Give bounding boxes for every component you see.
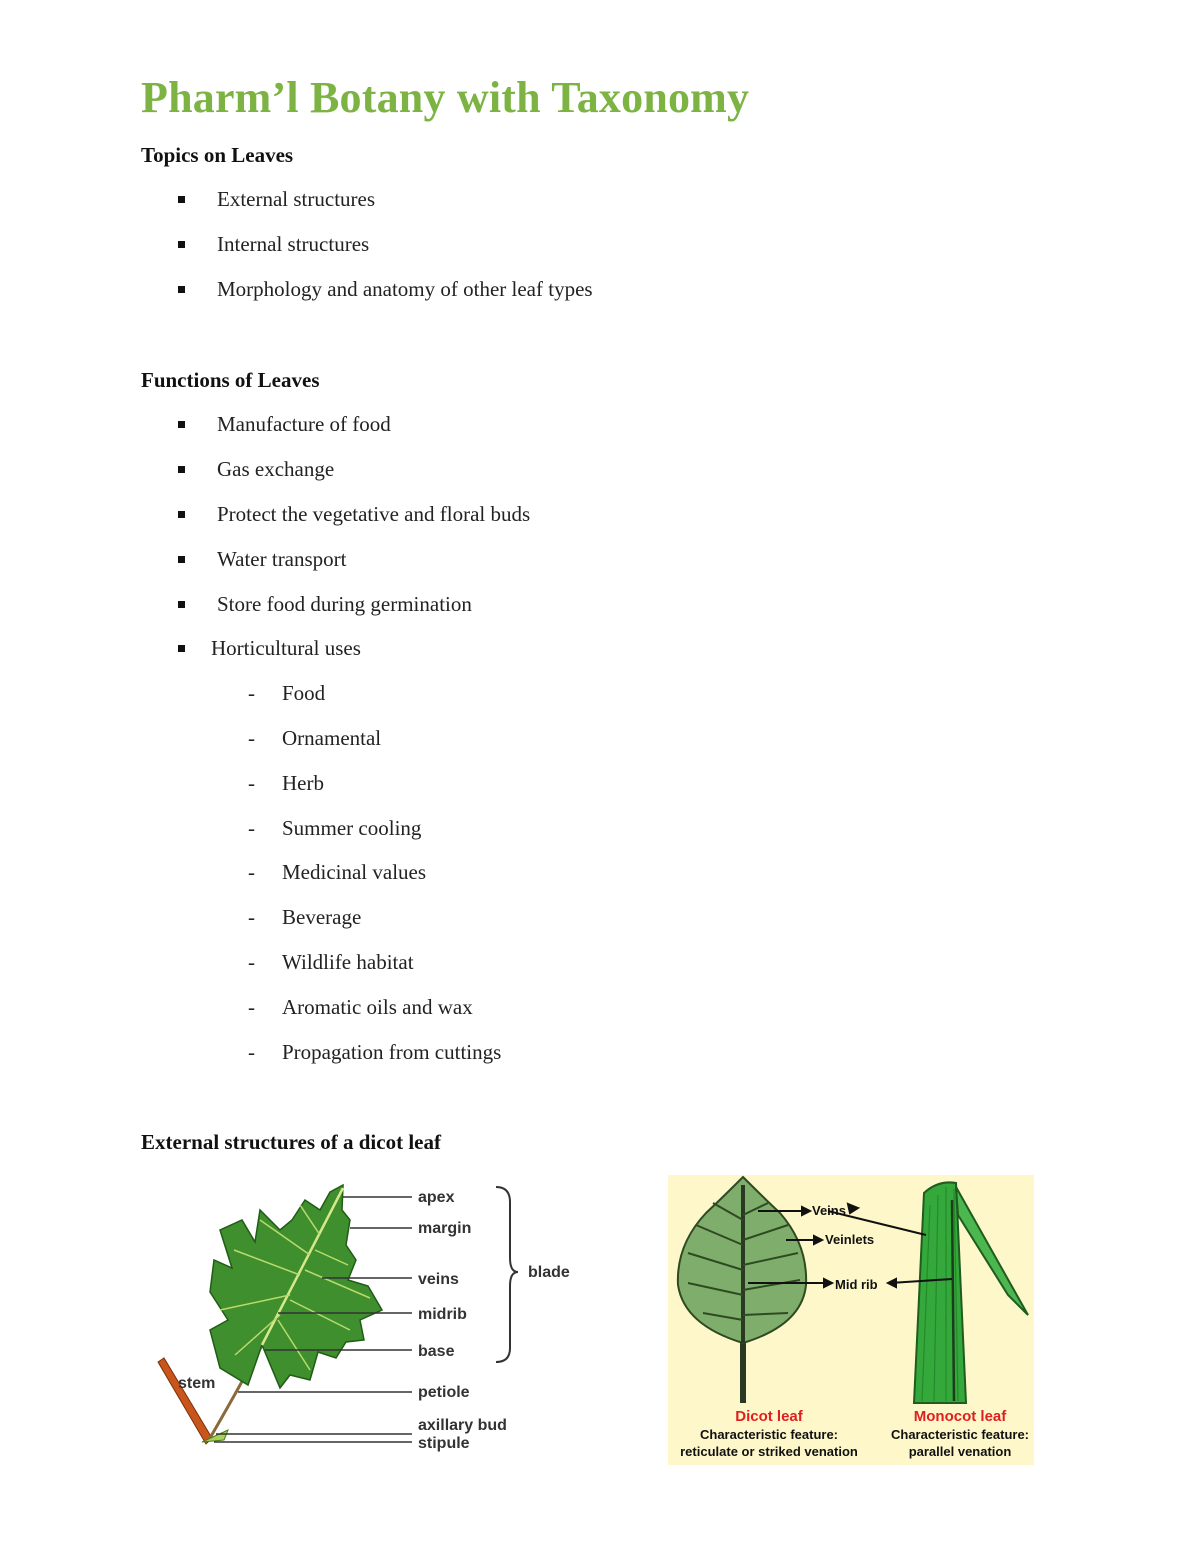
bullet-icon [178,511,185,518]
label-midrib: midrib [418,1306,467,1323]
dicot-feature-label: Characteristic feature: [700,1427,838,1442]
list-item: External structures [217,187,376,211]
sub-list-item: Wildlife habitat [282,950,414,974]
dash-marker: - [248,860,255,884]
dash-marker: - [248,726,255,750]
bullet-icon [178,645,185,652]
monocot-venation-text: parallel venation [908,1444,1012,1459]
dicot-monocot-comparison-diagram [668,1175,1034,1465]
bullet-icon [178,601,185,608]
topics-heading: Topics on Leaves [141,143,294,167]
bullet-icon [178,196,185,203]
stem-shape [158,1358,212,1444]
sub-list-item: Ornamental [282,726,382,750]
label-mid-rib: Mid rib [835,1277,878,1292]
list-item: Morphology and anatomy of other leaf types [217,277,593,301]
label-veinlets: Veinlets [825,1232,875,1247]
list-item: Manufacture of food [217,412,391,436]
label-base: base [418,1343,455,1360]
dash-marker: - [248,816,255,840]
sub-list-item: Herb [282,771,324,795]
sub-list-item: Propagation from cuttings [282,1040,502,1064]
dash-marker: - [248,681,255,705]
external-structures-heading: External structures of a dicot leaf [141,1130,441,1154]
label-blade: blade [528,1264,570,1281]
label-stipule: stipule [418,1435,470,1452]
bullet-icon [178,466,185,473]
list-item: Store food during germination [217,592,472,616]
label-stem: stem [178,1375,216,1392]
dash-marker: - [248,771,255,795]
label-veins: Veins [812,1203,846,1218]
dicot-venation-text: reticulate or striked venation [680,1444,858,1459]
functions-heading: Functions of Leaves [141,368,320,392]
leaf-blade-shape [210,1185,382,1388]
document-title: Pharm’l Botany with Taxonomy [141,73,750,122]
dicot-leaf-title: Dicot leaf [735,1408,803,1425]
bullet-icon [178,241,185,248]
bullet-icon [178,421,185,428]
label-veins: veins [418,1271,459,1288]
sub-list-item: Food [282,681,326,705]
monocot-leaf-title: Monocot leaf [913,1408,1007,1425]
bullet-icon [178,556,185,563]
list-item: Internal structures [217,232,370,256]
sub-list-item: Summer cooling [282,816,422,840]
dicot-leaf-diagram [150,1180,590,1470]
list-item: Gas exchange [217,457,335,481]
dash-marker: - [248,905,255,929]
dash-marker: - [248,995,255,1019]
label-petiole: petiole [418,1384,470,1401]
dash-marker: - [248,950,255,974]
list-item: Water transport [217,547,347,571]
label-apex: apex [418,1189,455,1206]
label-axillary-bud: axillary bud [418,1417,507,1434]
sub-list-item: Medicinal values [282,860,427,884]
bullet-icon [178,286,185,293]
monocot-feature-label: Characteristic feature: [891,1427,1029,1442]
list-item: Horticultural uses [211,636,361,660]
sub-list-item: Beverage [282,905,362,929]
sub-list-item: Aromatic oils and wax [282,995,473,1019]
label-margin: margin [418,1220,472,1237]
list-item: Protect the vegetative and floral buds [217,502,531,526]
blade-bracket [496,1187,518,1362]
dash-marker: - [248,1040,255,1064]
